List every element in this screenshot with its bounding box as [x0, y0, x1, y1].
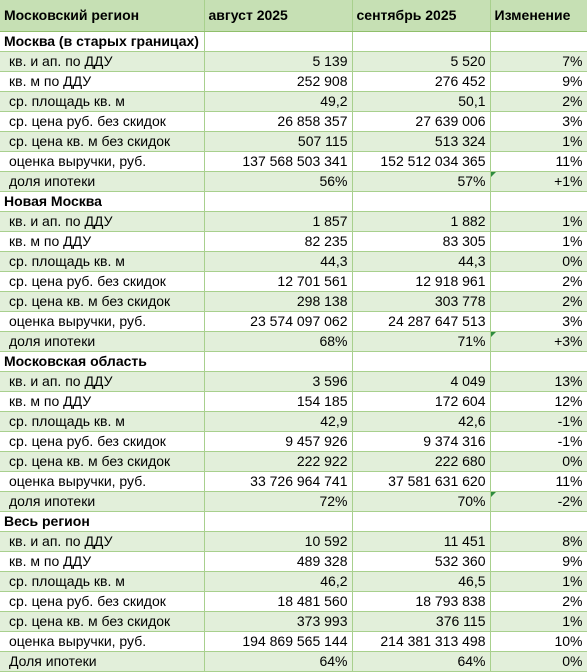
table-row — [0, 491, 587, 511]
table-row — [0, 311, 587, 331]
change-value[interactable]: 3% — [490, 311, 587, 331]
row-label[interactable]: оценка выручки, руб. — [0, 471, 204, 491]
empty-cell[interactable] — [352, 31, 490, 51]
change-value[interactable]: 1% — [490, 571, 587, 591]
august-value[interactable]: 23 574 097 062 — [204, 311, 352, 331]
august-value[interactable]: 373 993 — [204, 611, 352, 631]
august-value[interactable]: 489 328 — [204, 551, 352, 571]
row-label[interactable]: ср. цена руб. без скидок — [0, 431, 204, 451]
change-value[interactable]: 9% — [490, 551, 587, 571]
table-row — [0, 611, 587, 631]
row-label[interactable]: ср. площадь кв. м — [0, 251, 204, 271]
september-value[interactable]: 532 360 — [352, 551, 490, 571]
september-value[interactable]: 44,3 — [352, 251, 490, 271]
row-label[interactable]: Доля ипотеки — [0, 651, 204, 671]
table-row — [0, 411, 587, 431]
change-value[interactable]: 8% — [490, 531, 587, 551]
header-region[interactable]: Московский регион — [0, 0, 204, 31]
row-label[interactable]: кв. м по ДДУ — [0, 231, 204, 251]
header-august[interactable]: август 2025 — [204, 0, 352, 31]
change-value[interactable]: 13% — [490, 371, 587, 391]
table-row — [0, 451, 587, 471]
section-row — [0, 191, 587, 211]
september-value[interactable]: 513 324 — [352, 131, 490, 151]
august-value[interactable]: 298 138 — [204, 291, 352, 311]
header-row — [0, 0, 587, 31]
august-value[interactable]: 56% — [204, 171, 352, 191]
empty-cell[interactable] — [204, 191, 352, 211]
september-value[interactable]: 83 305 — [352, 231, 490, 251]
section-row — [0, 511, 587, 531]
change-value[interactable]: 10% — [490, 631, 587, 651]
row-label[interactable]: кв. м по ДДУ — [0, 391, 204, 411]
august-value[interactable]: 46,2 — [204, 571, 352, 591]
september-value[interactable]: 1 882 — [352, 211, 490, 231]
change-value[interactable]: -1% — [490, 431, 587, 451]
september-value[interactable]: 222 680 — [352, 451, 490, 471]
change-value[interactable]: 7% — [490, 51, 587, 71]
row-label[interactable]: кв. и ап. по ДДУ — [0, 211, 204, 231]
august-value[interactable]: 26 858 357 — [204, 111, 352, 131]
august-value[interactable]: 3 596 — [204, 371, 352, 391]
september-value[interactable]: 11 451 — [352, 531, 490, 551]
august-value[interactable]: 252 908 — [204, 71, 352, 91]
row-label[interactable]: ср. площадь кв. м — [0, 91, 204, 111]
september-value[interactable]: 71% — [352, 331, 490, 351]
september-value[interactable]: 9 374 316 — [352, 431, 490, 451]
header-september[interactable]: сентябрь 2025 — [352, 0, 490, 31]
row-label[interactable]: кв. и ап. по ДДУ — [0, 531, 204, 551]
change-value[interactable]: +1% — [490, 171, 587, 191]
table-row — [0, 171, 587, 191]
table-row — [0, 251, 587, 271]
september-value[interactable]: 12 918 961 — [352, 271, 490, 291]
row-label[interactable]: доля ипотеки — [0, 491, 204, 511]
table-row — [0, 211, 587, 231]
september-value[interactable]: 64% — [352, 651, 490, 671]
table-row — [0, 371, 587, 391]
empty-cell[interactable] — [204, 511, 352, 531]
august-value[interactable]: 222 922 — [204, 451, 352, 471]
change-value[interactable]: 3% — [490, 111, 587, 131]
section-title[interactable]: Новая Москва — [0, 191, 204, 211]
august-value[interactable]: 5 139 — [204, 51, 352, 71]
august-value[interactable]: 12 701 561 — [204, 271, 352, 291]
row-label[interactable]: ср. цена кв. м без скидок — [0, 131, 204, 151]
september-value[interactable]: 46,5 — [352, 571, 490, 591]
september-value[interactable]: 24 287 647 513 — [352, 311, 490, 331]
empty-cell[interactable] — [490, 31, 587, 51]
change-value[interactable]: 1% — [490, 211, 587, 231]
change-value[interactable]: 2% — [490, 291, 587, 311]
august-value[interactable]: 137 568 503 341 — [204, 151, 352, 171]
table-row — [0, 631, 587, 651]
row-label[interactable]: ср. площадь кв. м — [0, 571, 204, 591]
august-value[interactable]: 507 115 — [204, 131, 352, 151]
change-value[interactable]: 2% — [490, 591, 587, 611]
september-value[interactable]: 37 581 631 620 — [352, 471, 490, 491]
august-value[interactable]: 1 857 — [204, 211, 352, 231]
row-label[interactable]: ср. цена руб. без скидок — [0, 111, 204, 131]
table-row — [0, 71, 587, 91]
change-value[interactable]: -1% — [490, 411, 587, 431]
section-row — [0, 351, 587, 371]
table-row — [0, 131, 587, 151]
change-value[interactable]: 11% — [490, 471, 587, 491]
section-row — [0, 31, 587, 51]
row-label[interactable]: оценка выручки, руб. — [0, 151, 204, 171]
table-row — [0, 291, 587, 311]
august-value[interactable]: 64% — [204, 651, 352, 671]
table-row — [0, 231, 587, 251]
row-label[interactable]: ср. цена руб. без скидок — [0, 591, 204, 611]
table-row — [0, 391, 587, 411]
table-row — [0, 471, 587, 491]
change-value[interactable]: 1% — [490, 231, 587, 251]
empty-cell[interactable] — [204, 351, 352, 371]
row-label[interactable]: ср. цена руб. без скидок — [0, 271, 204, 291]
row-label[interactable]: доля ипотеки — [0, 331, 204, 351]
table-row — [0, 591, 587, 611]
august-value[interactable]: 42,9 — [204, 411, 352, 431]
table-row — [0, 651, 587, 671]
table-row — [0, 331, 587, 351]
empty-cell[interactable] — [490, 191, 587, 211]
row-label[interactable]: ср. площадь кв. м — [0, 411, 204, 431]
september-value[interactable]: 4 049 — [352, 371, 490, 391]
table-row — [0, 551, 587, 571]
change-value[interactable]: 12% — [490, 391, 587, 411]
august-value[interactable]: 44,3 — [204, 251, 352, 271]
empty-cell[interactable] — [352, 511, 490, 531]
comment-indicator-icon — [491, 332, 496, 337]
comment-indicator-icon — [491, 492, 496, 497]
change-value[interactable]: 1% — [490, 131, 587, 151]
september-value[interactable]: 303 778 — [352, 291, 490, 311]
empty-cell[interactable] — [352, 191, 490, 211]
table-row — [0, 91, 587, 111]
august-value[interactable]: 33 726 964 741 — [204, 471, 352, 491]
september-value[interactable]: 42,6 — [352, 411, 490, 431]
row-label[interactable]: доля ипотеки — [0, 171, 204, 191]
change-value[interactable]: 1% — [490, 611, 587, 631]
section-title[interactable]: Весь регион — [0, 511, 204, 531]
row-label[interactable]: кв. и ап. по ДДУ — [0, 371, 204, 391]
row-label[interactable]: ср. цена кв. м без скидок — [0, 291, 204, 311]
comment-indicator-icon — [491, 172, 496, 177]
row-label[interactable]: кв. и ап. по ДДУ — [0, 51, 204, 71]
row-label[interactable]: кв. м по ДДУ — [0, 71, 204, 91]
september-value[interactable]: 152 512 034 365 — [352, 151, 490, 171]
august-value[interactable]: 10 592 — [204, 531, 352, 551]
september-value[interactable]: 18 793 838 — [352, 591, 490, 611]
row-label[interactable]: ср. цена кв. м без скидок — [0, 451, 204, 471]
empty-cell[interactable] — [490, 351, 587, 371]
empty-cell[interactable] — [204, 31, 352, 51]
change-value[interactable]: 0% — [490, 451, 587, 471]
row-label[interactable]: ср. цена кв. м без скидок — [0, 611, 204, 631]
section-title[interactable]: Москва (в старых границах) — [0, 31, 204, 51]
change-value[interactable]: 0% — [490, 651, 587, 671]
row-label[interactable]: оценка выручки, руб. — [0, 311, 204, 331]
header-change[interactable]: Изменение — [490, 0, 587, 31]
change-value[interactable]: -2% — [490, 491, 587, 511]
table-row — [0, 571, 587, 591]
change-value[interactable]: 9% — [490, 71, 587, 91]
change-value[interactable]: 2% — [490, 271, 587, 291]
change-value[interactable]: 0% — [490, 251, 587, 271]
september-value[interactable]: 5 520 — [352, 51, 490, 71]
august-value[interactable]: 154 185 — [204, 391, 352, 411]
august-value[interactable]: 18 481 560 — [204, 591, 352, 611]
change-value[interactable]: 11% — [490, 151, 587, 171]
table-row — [0, 151, 587, 171]
table-row — [0, 271, 587, 291]
august-value[interactable]: 82 235 — [204, 231, 352, 251]
august-value[interactable]: 68% — [204, 331, 352, 351]
september-value[interactable]: 376 115 — [352, 611, 490, 631]
section-title[interactable]: Московская область — [0, 351, 204, 371]
table-row — [0, 51, 587, 71]
august-value[interactable]: 194 869 565 144 — [204, 631, 352, 651]
september-value[interactable]: 57% — [352, 171, 490, 191]
table-row — [0, 531, 587, 551]
row-label[interactable]: кв. м по ДДУ — [0, 551, 204, 571]
september-value[interactable]: 50,1 — [352, 91, 490, 111]
september-value[interactable]: 172 604 — [352, 391, 490, 411]
september-value[interactable]: 27 639 006 — [352, 111, 490, 131]
row-label[interactable]: оценка выручки, руб. — [0, 631, 204, 651]
table-row — [0, 111, 587, 131]
empty-cell[interactable] — [352, 351, 490, 371]
empty-cell[interactable] — [490, 511, 587, 531]
august-value[interactable]: 72% — [204, 491, 352, 511]
august-value[interactable]: 9 457 926 — [204, 431, 352, 451]
august-value[interactable]: 49,2 — [204, 91, 352, 111]
september-value[interactable]: 214 381 313 498 — [352, 631, 490, 651]
table-row — [0, 431, 587, 451]
september-value[interactable]: 276 452 — [352, 71, 490, 91]
change-value[interactable]: +3% — [490, 331, 587, 351]
september-value[interactable]: 70% — [352, 491, 490, 511]
change-value[interactable]: 2% — [490, 91, 587, 111]
